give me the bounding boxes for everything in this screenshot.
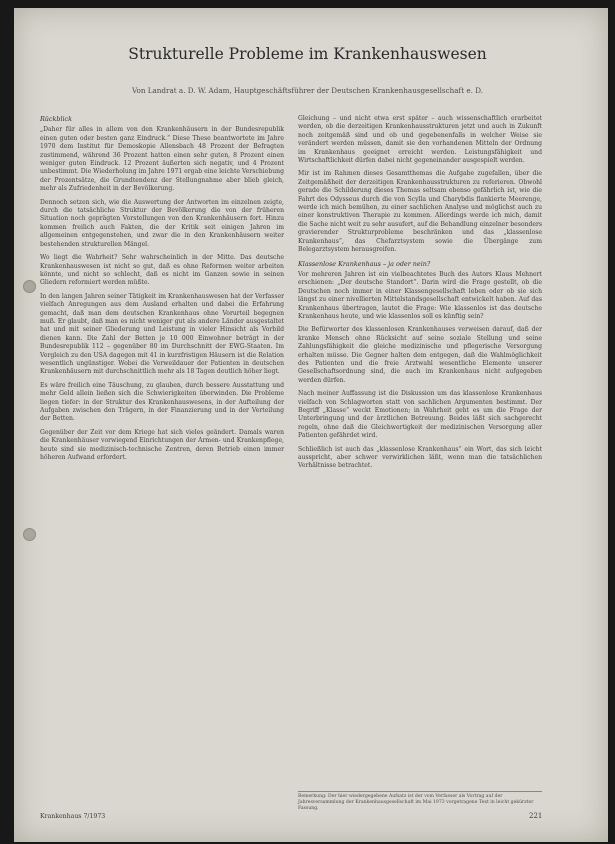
punch-hole	[23, 280, 36, 293]
journal-reference: Krankenhaus 7/1973	[40, 813, 106, 820]
section-heading: Rückblick	[40, 115, 73, 123]
section-heading: Klassenlose Krankenhaus – ja oder nein?	[298, 259, 431, 268]
paragraph: Die Befürworter des klassenlosen Krankenhauses verweisen darauf, daß der kranke Mensch ohne Rücksicht auf seine soziale Stellung und seine Zahlungsfähigkeit die gleiche medizinische und pflegerische Versorgung erhalten müsse. Die Gegner halten dem entgegen, daß die Wahlmöglichkeit des Patienten und die freie Arztwahl wesentliche Elemente unserer Gesellschaftsordnung sind, die auch im Krankenhaus nicht aufgegeben werden dürfen.	[298, 326, 542, 384]
right-column	[298, 115, 542, 800]
paragraph: Vor mehreren Jahren ist ein vielbeachtetes Buch des Autors Klaus Mehnert erschienen: „Der deutsche Standort“. Darin wird die Frage gestellt, ob die Deutschen noch immer in einer Klassengesellschaft leben oder ob sie sich längst zu einer nivellierten Mittelstandsgesellschaft entwickelt haben. Auf das Krankenhaus übertragen, lautet die Frage: Wie klassenlos ist das deutsche Krankenhaus heute, und wie klassenlos soll es künftig sein?	[298, 270, 542, 320]
paragraph: Gegenüber der Zeit vor dem Kriege hat sich vieles geändert. Damals waren die Krankenhäuser vorwiegend Einrichtungen der Armen- und Krankenpflege, heute sind sie medizinisch-technische Zentren, deren Betrieb einen immer höheren Aufwand erfordert.	[40, 428, 284, 462]
paragraph: Schließlich ist auch das „klassenlose Krankenhaus“ ein Wort, das sich leicht ausspricht, aber schwer verwirklichen läßt, wenn man die tatsächlichen Verhältnisse betrachtet.	[298, 445, 542, 470]
footnote: Bemerkung: Der hier wiedergegebene Aufsatz ist der vom Verfasser als Vortrag auf der Jahresversammlung der Krankenhausgesellschaft im Mai 1973 vorgetragene Text in leicht gekürzter Fassung.	[298, 791, 542, 812]
left-column	[40, 115, 284, 800]
paragraph: Mir ist im Rahmen dieses Gesamtthemas die Aufgabe zugefallen, über die Zeitgemäßheit der derzeitigen Krankenhausstrukturen zu referieren. Obwohl gerade die Schilderung dieses Themas seltsam ebenso gefährlich ist, wie die Fahrt des Odysseus durch die von Scylla und Charybdis flankierte Meerenge, werde ich mich bemühen, zu einer sachlichen Analyse und möglichst auch zu einer konstruktiven Therapie zu kommen. Allerdings werde ich mich, damit die Sache nicht weit zu sehr ausufert, auf die Behandlung einzelner besonders gravierender Strukturprobleme beschränken und das „klassenlose Krankenhaus“, das Chefarztsystem sowie die Übergänge zum Belegarztsystem herausgreifen.	[298, 170, 542, 254]
paragraph: „Daher für alles in allem von den Krankenhäusern in der Bundesrepublik einen guten oder besten ganz Eindruck.“ Diese These beantwortete im Jahre 1970 dem Institut für Demoskopie Allensbach 48 Prozent der Befragten zustimmend, während 36 Prozent hatten einen sehr guten, 8 Prozent einen weniger guten Eindruck. 12 Prozent äußerten sich negativ, und 4 Prozent unbestimmt. Die Wiederholung im Jahre 1971 ergab eine leichte Verschiebung der Prozentsätze, die Grundtendenz der Stellungnahme aber blieb gleich, mehr als Zufriedenheit in der Bevölkerung.	[40, 126, 284, 193]
paragraph: Nach meiner Auffassung ist die Diskussion um das klassenlose Krankenhaus vielfach von Schlagworten statt von sachlichen Argumenten bestimmt. Der Begriff „Klasse“ weckt Emotionen; in Wahrheit geht es um die Frage der Unterbringung und der ärztlichen Betreuung. Beides läßt sich sachgerecht regeln, ohne daß die Gleichwertigkeit der medizinischen Versorgung aller Patienten gefährdet wird.	[298, 390, 542, 440]
article-byline: Von Landrat a. D. W. Adam, Hauptgeschäftsführer der Deutschen Krankenhausgesellschaft e. D.	[131, 86, 484, 95]
paragraph: Dennoch setzen sich, wie die Auswertung der Antworten im einzelnen zeigte, durch die tatsächliche Struktur der Bevölkerung die von der früheren Situation noch geprägten Vorstellungen von den Krankenhäusern fort. Hinzu kommen freilich auch Fakten, die der Kritik seit einigen Jahren im allgemeinen entgegenstehen, und zwar die in den Krankenhäusern weiter bestehenden strukturellen Mängel.	[40, 198, 284, 248]
article-title: Strukturelle Probleme im Krankenhauswesen	[128, 45, 487, 63]
paragraph: In den langen Jahren seiner Tätigkeit im Krankenhauswesen hat der Verfasser vielfach Anregungen aus dem Ausland erhalten und dabei die Erfahrung gemacht, daß man dem deutschen Krankenhaus ohne Vorurteil begegnen muß. Er glaubt, daß man es nicht weniger gut als andere Länder ausgestaltet hat und mit seiner Gliederung und Leistung in vieler Hinsicht als Vorbild dienen kann. Die Zahl der Betten je 10 000 Einwohner beträgt in der Bundesrepublik 112 – gegenüber 80 im Durchschnitt der EWG-Staaten. Im Vergleich zu den USA dagegen mit 41 in kurzfristigen Häusern ist die Relation wesentlich ungünstiger. Wobei die Verweildauer der Patienten in deutschen Krankenhäusern mit durchschnittlich mehr als 18 Tagen deutlich höher liegt.	[40, 292, 284, 376]
punch-hole	[23, 528, 36, 541]
paragraph: Wo liegt die Wahrheit? Sehr wahrscheinlich in der Mitte. Das deutsche Krankenhauswesen ist nicht so gut, daß es ohne Reformen weiter arbeiten könnte, und nicht so schlecht, daß es nicht im Ganzen sowie in seinen Gliedern reformiert werden müßte.	[40, 254, 284, 287]
paragraph: Es wäre freilich eine Täuschung, zu glauben, durch bessere Ausstattung und mehr Geld allein ließen sich die Schwierigkeiten überwinden. Die Probleme liegen tiefer: in der Struktur des Krankenhauswesens, in der Aufteilung der Aufgaben zwischen den Trägern, in der Finanzierung und in der Verteilung der Betten.	[40, 381, 284, 423]
page-number: 221	[529, 812, 543, 820]
paragraph: Gleichung – und nicht etwa erst später – auch wissenschaftlich erarbeitet werden, ob die derzeitigen Krankenhausstrukturen jetzt und auch in Zukunft noch zeitgemäß sind und ob und gegebenenfalls in welcher Weise sie verändert werden müssen, damit sie den vorhandenen Mitteln der Ordnung im Krankenhaus geeignet erreicht werden. Leistungsfähigkeit und Wirtschaftlichkeit dürfen dabei nicht gegeneinander ausgespielt werden.	[298, 115, 542, 165]
